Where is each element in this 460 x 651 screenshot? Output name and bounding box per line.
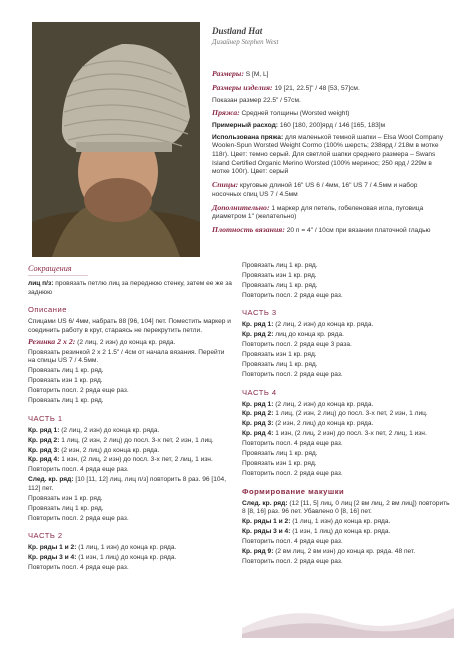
desc-heading: Описание: [28, 305, 67, 315]
pattern-row: Кр. ряды 3 и 4: (1 изн, 1 лиц) до конца кр. ряда.: [242, 528, 391, 535]
pattern-row: Кр. ряд 9: (2 вм лиц, 2 вм изн) до конца кр. ряда. 48 пет.: [242, 547, 416, 555]
pattern-row: Повторить посл. 2 ряда еще раз.: [28, 514, 129, 522]
pattern-row: След. кр. ряд: (12 [11, 5] лиц, 0 лиц [2 вм лиц, 2 вм лиц]) повторить 8 [8, 16] раз. 96 пет. Убавлено 0 [8, 16] пет.: [242, 499, 450, 516]
model-wearing-hat-image: [32, 22, 200, 257]
pattern-row: Провязать изн 1 кр. ряд.: [242, 459, 317, 467]
text-line: Повторить посл. 2 ряда еще раз.: [28, 387, 129, 395]
spec-row: Показан размер 22.5" / 57см.: [212, 96, 301, 104]
pattern-row: Повторить посл. 2 ряда еще раз.: [242, 469, 343, 477]
pattern-row: Кр. ряд 3: (2 изн, 2 лиц) до конца кр. ряда.: [28, 446, 160, 454]
top-lines: [242, 262, 454, 300]
spec-row: Использована пряжа: для маленькой темной шапки – Elsa Wool Company Woolen-Spun Worsted Weight Cormo (100% шерсть; 238ярд / 218м в мотке 118г). Цвет: темно серый. Для светлой шапки среднего размера – Swans Island Certified Organic Merino Worsted (100% меринос; 250 ярд / 229м в мотке 100г). Цвет: серый: [212, 133, 444, 176]
spec-row: Спицы: круговые длиной 16" US 6 / 4мм, 16" US 7 / 4.5мм и набор носочных спиц US 7 / 4.5мм: [212, 180, 418, 198]
pattern-row: Повторить посл. 4 ряда еще раз.: [242, 440, 343, 448]
text-line: Провязать резинкой 2 х 2 1.5" / 4см от начала вязания. Перейти на спицы US 7 / 4.5мм.: [28, 348, 225, 365]
decorative-wave-icon: [242, 598, 454, 638]
abbrev-heading: Сокращения: [28, 264, 88, 276]
specs-list: [212, 69, 444, 236]
left-column: [28, 262, 233, 574]
pattern-row: Кр. ряды 3 и 4: (1 изн, 1 лиц) до конца кр. ряда.: [28, 554, 177, 562]
hat-photo: [32, 22, 200, 257]
spec-row: Размеры изделия: 19 [21, 22.5]" / 48 [53, 57]см.: [212, 82, 360, 92]
part3-heading: ЧАСТЬ 3: [242, 308, 277, 318]
pattern-row: Кр. ряд 2: 1 лиц, (2 изн, 2 лиц) до посл. 3-х пет, 2 изн, 1 лиц.: [28, 436, 214, 444]
pattern-row: Кр. ряд 4: 1 изн, (2 лиц, 2 изн) до посл. 3-х пет, 2 лиц, 1 изн.: [28, 456, 213, 464]
pattern-row: Провязать изн 1 кр. ряд.: [28, 494, 103, 502]
pattern-row: Повторить посл. 2 ряда еще 3 раза.: [242, 341, 352, 349]
pattern-row: Провязать лиц 1 кр. ряд.: [242, 360, 318, 368]
rib-lines: [28, 349, 233, 406]
part4-heading: ЧАСТЬ 4: [242, 387, 277, 397]
pattern-row: Повторить посл. 4 ряда еще раз.: [28, 466, 129, 474]
text-line: Повторить посл. 2 ряда еще раз.: [242, 291, 343, 299]
pattern-row: Кр. ряд 3: (2 изн, 2 лиц) до конца кр. ряда.: [242, 420, 374, 428]
pattern-title: Dustland Hat: [212, 26, 263, 36]
rib-row: Резинка 2 х 2: (2 лиц, 2 изн) до конца кр. ряда.: [28, 336, 176, 346]
pattern-row: Кр. ряд 2: лиц до конца кр. ряда.: [242, 331, 344, 339]
pattern-row: Повторить посл. 2 ряда еще раз.: [242, 557, 343, 565]
spec-row: Пряжа: Средней толщины (Worsted weight): [212, 108, 350, 118]
pattern-row: Кр. ряд 1: (2 лиц, 2 изн) до конца кр. ряда.: [242, 400, 374, 408]
text-line: Провязать лиц 1 кр. ряд.: [28, 397, 104, 404]
part1-rows: [28, 427, 233, 524]
crown-rows: [242, 500, 454, 567]
part4-rows: [242, 401, 454, 479]
pattern-row: Повторить посл. 4 ряда еще раз.: [242, 537, 343, 545]
text-line: Провязать лиц 1 кр. ряд.: [242, 262, 318, 269]
pattern-row: Провязать изн 1 кр. ряд.: [242, 351, 317, 359]
desc-text: Спицами US 6/ 4мм, набрать 88 [96, 104] пет. Поместить маркер и соединить работу в круг, стараясь не перекрутить петли.: [28, 318, 231, 334]
designer-name: Дизайнер Stephen West: [212, 37, 279, 46]
abbrev-entry: лиц п/з: провязать петлю лиц за переднюю стенку, затем ее же за заднюю: [28, 279, 232, 296]
pattern-row: Повторить посл. 2 ряда еще раз.: [242, 370, 343, 378]
spec-row: Размеры: S [M, L]: [212, 69, 269, 79]
part2-rows: [28, 544, 233, 572]
text-line: Провязать изн 1 кр. ряд.: [28, 377, 103, 385]
spec-row: Плотность вязания: 20 п = 4" / 10см при вязании платочной гладью: [212, 224, 431, 234]
pattern-row: Кр. ряды 1 и 2: (1 лиц, 1 изн) до конца кр. ряда.: [242, 518, 391, 526]
pattern-row: Кр. ряд 2: 1 лиц, (2 изн, 2 лиц) до посл. 3-х пет, 2 изн, 1 лиц.: [242, 410, 428, 418]
pattern-info: [212, 26, 444, 239]
part1-heading: ЧАСТЬ 1: [28, 413, 63, 423]
right-column: [242, 262, 454, 568]
pattern-row: Провязать лиц 1 кр. ряд.: [242, 450, 318, 458]
pattern-row: Кр. ряды 1 и 2: (1 лиц, 1 изн) до конца кр. ряда.: [28, 544, 177, 552]
spec-row: Дополнительно: 1 маркер для петель, гобеленовая игла, пуговица диаметром 1" (желательно): [212, 202, 424, 221]
text-line: Провязать лиц 1 кр. ряд.: [28, 367, 104, 375]
text-line: Провязать лиц 1 кр. ряд.: [242, 281, 318, 289]
pattern-row: След. кр. ряд: [10 [11, 12] лиц, лиц п/з] повторить 8 раз. 96 [104, 112] пет.: [28, 476, 227, 492]
pattern-row: Повторить посл. 4 ряда еще раз.: [28, 564, 129, 572]
text-line: Провязать изн 1 кр. ряд.: [242, 271, 317, 279]
spec-row: Примерный расход: 160 [180, 200]ярд / 146 [165, 183]м: [212, 121, 386, 129]
part2-heading: ЧАСТЬ 2: [28, 531, 63, 541]
pattern-row: Кр. ряд 1: (2 лиц, 2 изн) до конца кр. ряда.: [28, 426, 160, 434]
crown-heading: Формирование макушки: [242, 486, 345, 496]
pattern-row: Кр. ряд 4: 1 изн, (2 лиц, 2 изн) до посл. 3-х пет, 2 лиц, 1 изн.: [242, 430, 427, 438]
part3-rows: [242, 321, 454, 379]
pattern-row: Кр. ряд 1: (2 лиц, 2 изн) до конца кр. ряда.: [242, 321, 374, 329]
pattern-row: Провязать лиц 1 кр. ряд.: [28, 504, 104, 512]
